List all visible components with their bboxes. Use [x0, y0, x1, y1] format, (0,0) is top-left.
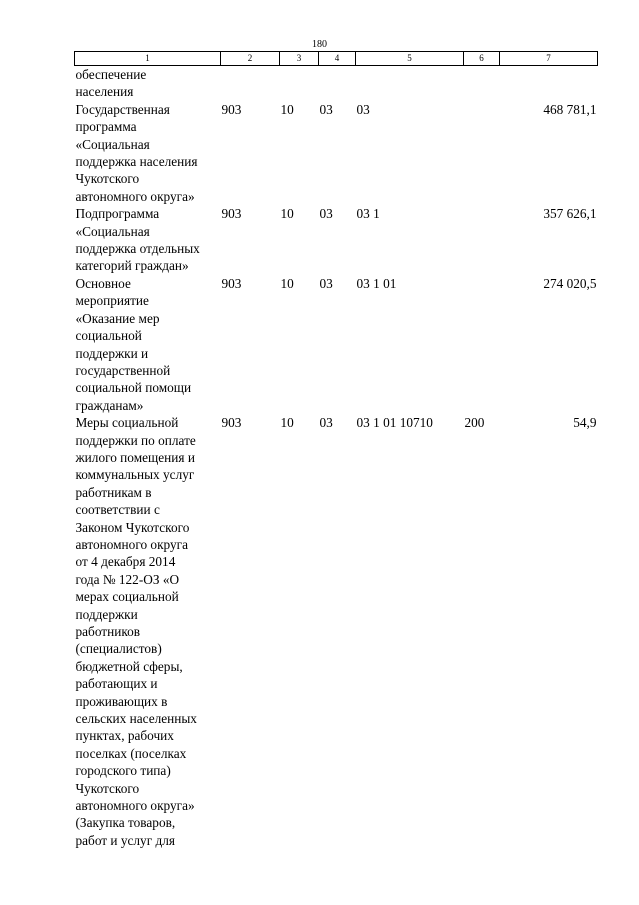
subsection-code [319, 66, 356, 101]
column-header-4: 4 [319, 52, 356, 66]
target-code: 03 1 01 10710 [356, 415, 433, 431]
subsection-code: 03 [319, 415, 333, 431]
amount-value: 54,9 [573, 415, 597, 431]
target-code: 03 [356, 101, 370, 117]
section-code: 10 [280, 415, 294, 431]
table-header [75, 52, 598, 66]
column-header-3: 3 [280, 52, 319, 66]
table-row [75, 205, 598, 275]
expense-type-code [464, 205, 500, 275]
row-name-cell [75, 275, 221, 414]
table-body [75, 66, 598, 850]
admin-code: 903 [221, 206, 242, 222]
subsection-code: 03 [319, 275, 333, 291]
amount-value: 468 781,1 [543, 101, 597, 117]
row-name-cell [75, 101, 221, 205]
row-name-cell [75, 205, 221, 275]
amount-value: 357 626,1 [543, 206, 597, 222]
row-name: Государственная программа «Социальная поддержка населения Чукотского автономного округа» [75, 101, 198, 204]
target-code: 03 1 [356, 206, 380, 222]
section-code: 10 [280, 101, 294, 117]
table-row [75, 275, 598, 414]
column-header-5: 5 [356, 52, 464, 66]
expense-type-code [464, 275, 500, 414]
target-code [356, 66, 464, 101]
column-header-6: 6 [464, 52, 500, 66]
table-row [75, 101, 598, 205]
table-row [75, 66, 598, 101]
expense-type-code: 200 [464, 415, 485, 431]
expense-type-code [464, 66, 500, 101]
admin-code: 903 [221, 101, 242, 117]
section-code [280, 66, 319, 101]
subsection-code: 03 [319, 206, 333, 222]
row-name-cell [75, 414, 221, 849]
row-name: Основное мероприятие «Оказание мер социальной поддержки и государственной социальной помощи гражданам» [75, 275, 192, 413]
admin-code: 903 [221, 275, 242, 291]
section-code: 10 [280, 275, 294, 291]
column-header-2: 2 [221, 52, 280, 66]
expense-type-code [464, 101, 500, 205]
budget-table [74, 51, 598, 849]
header-row [75, 52, 598, 66]
row-name: обеспечение населения [75, 67, 147, 100]
row-name: Подпрограмма «Социальная поддержка отдельных категорий граждан» [75, 206, 200, 274]
table-row [75, 414, 598, 849]
amount-value [500, 66, 598, 101]
target-code: 03 1 01 [356, 275, 397, 291]
row-name-cell [75, 66, 221, 101]
page-number: 180 [312, 39, 327, 50]
admin-code [221, 66, 280, 101]
amount-value: 274 020,5 [543, 275, 597, 291]
row-name: Меры социальной поддержки по оплате жилого помещения и коммунальных услуг работникам в соответствии с Законом Чукотского автономного округа от 4 декабря 2014 года № 122-ОЗ «О мерах социальной поддержки работников (специалистов) бюджетной сферы, работающих и проживающих в сельских населенных пунктах, рабочих поселках (поселках городского типа) Чукотского автономного округа» (Закупка товаров, работ и услуг для [75, 415, 197, 848]
section-code: 10 [280, 206, 294, 222]
column-header-1: 1 [75, 52, 221, 66]
admin-code: 903 [221, 415, 242, 431]
subsection-code: 03 [319, 101, 333, 117]
column-header-7: 7 [500, 52, 598, 66]
